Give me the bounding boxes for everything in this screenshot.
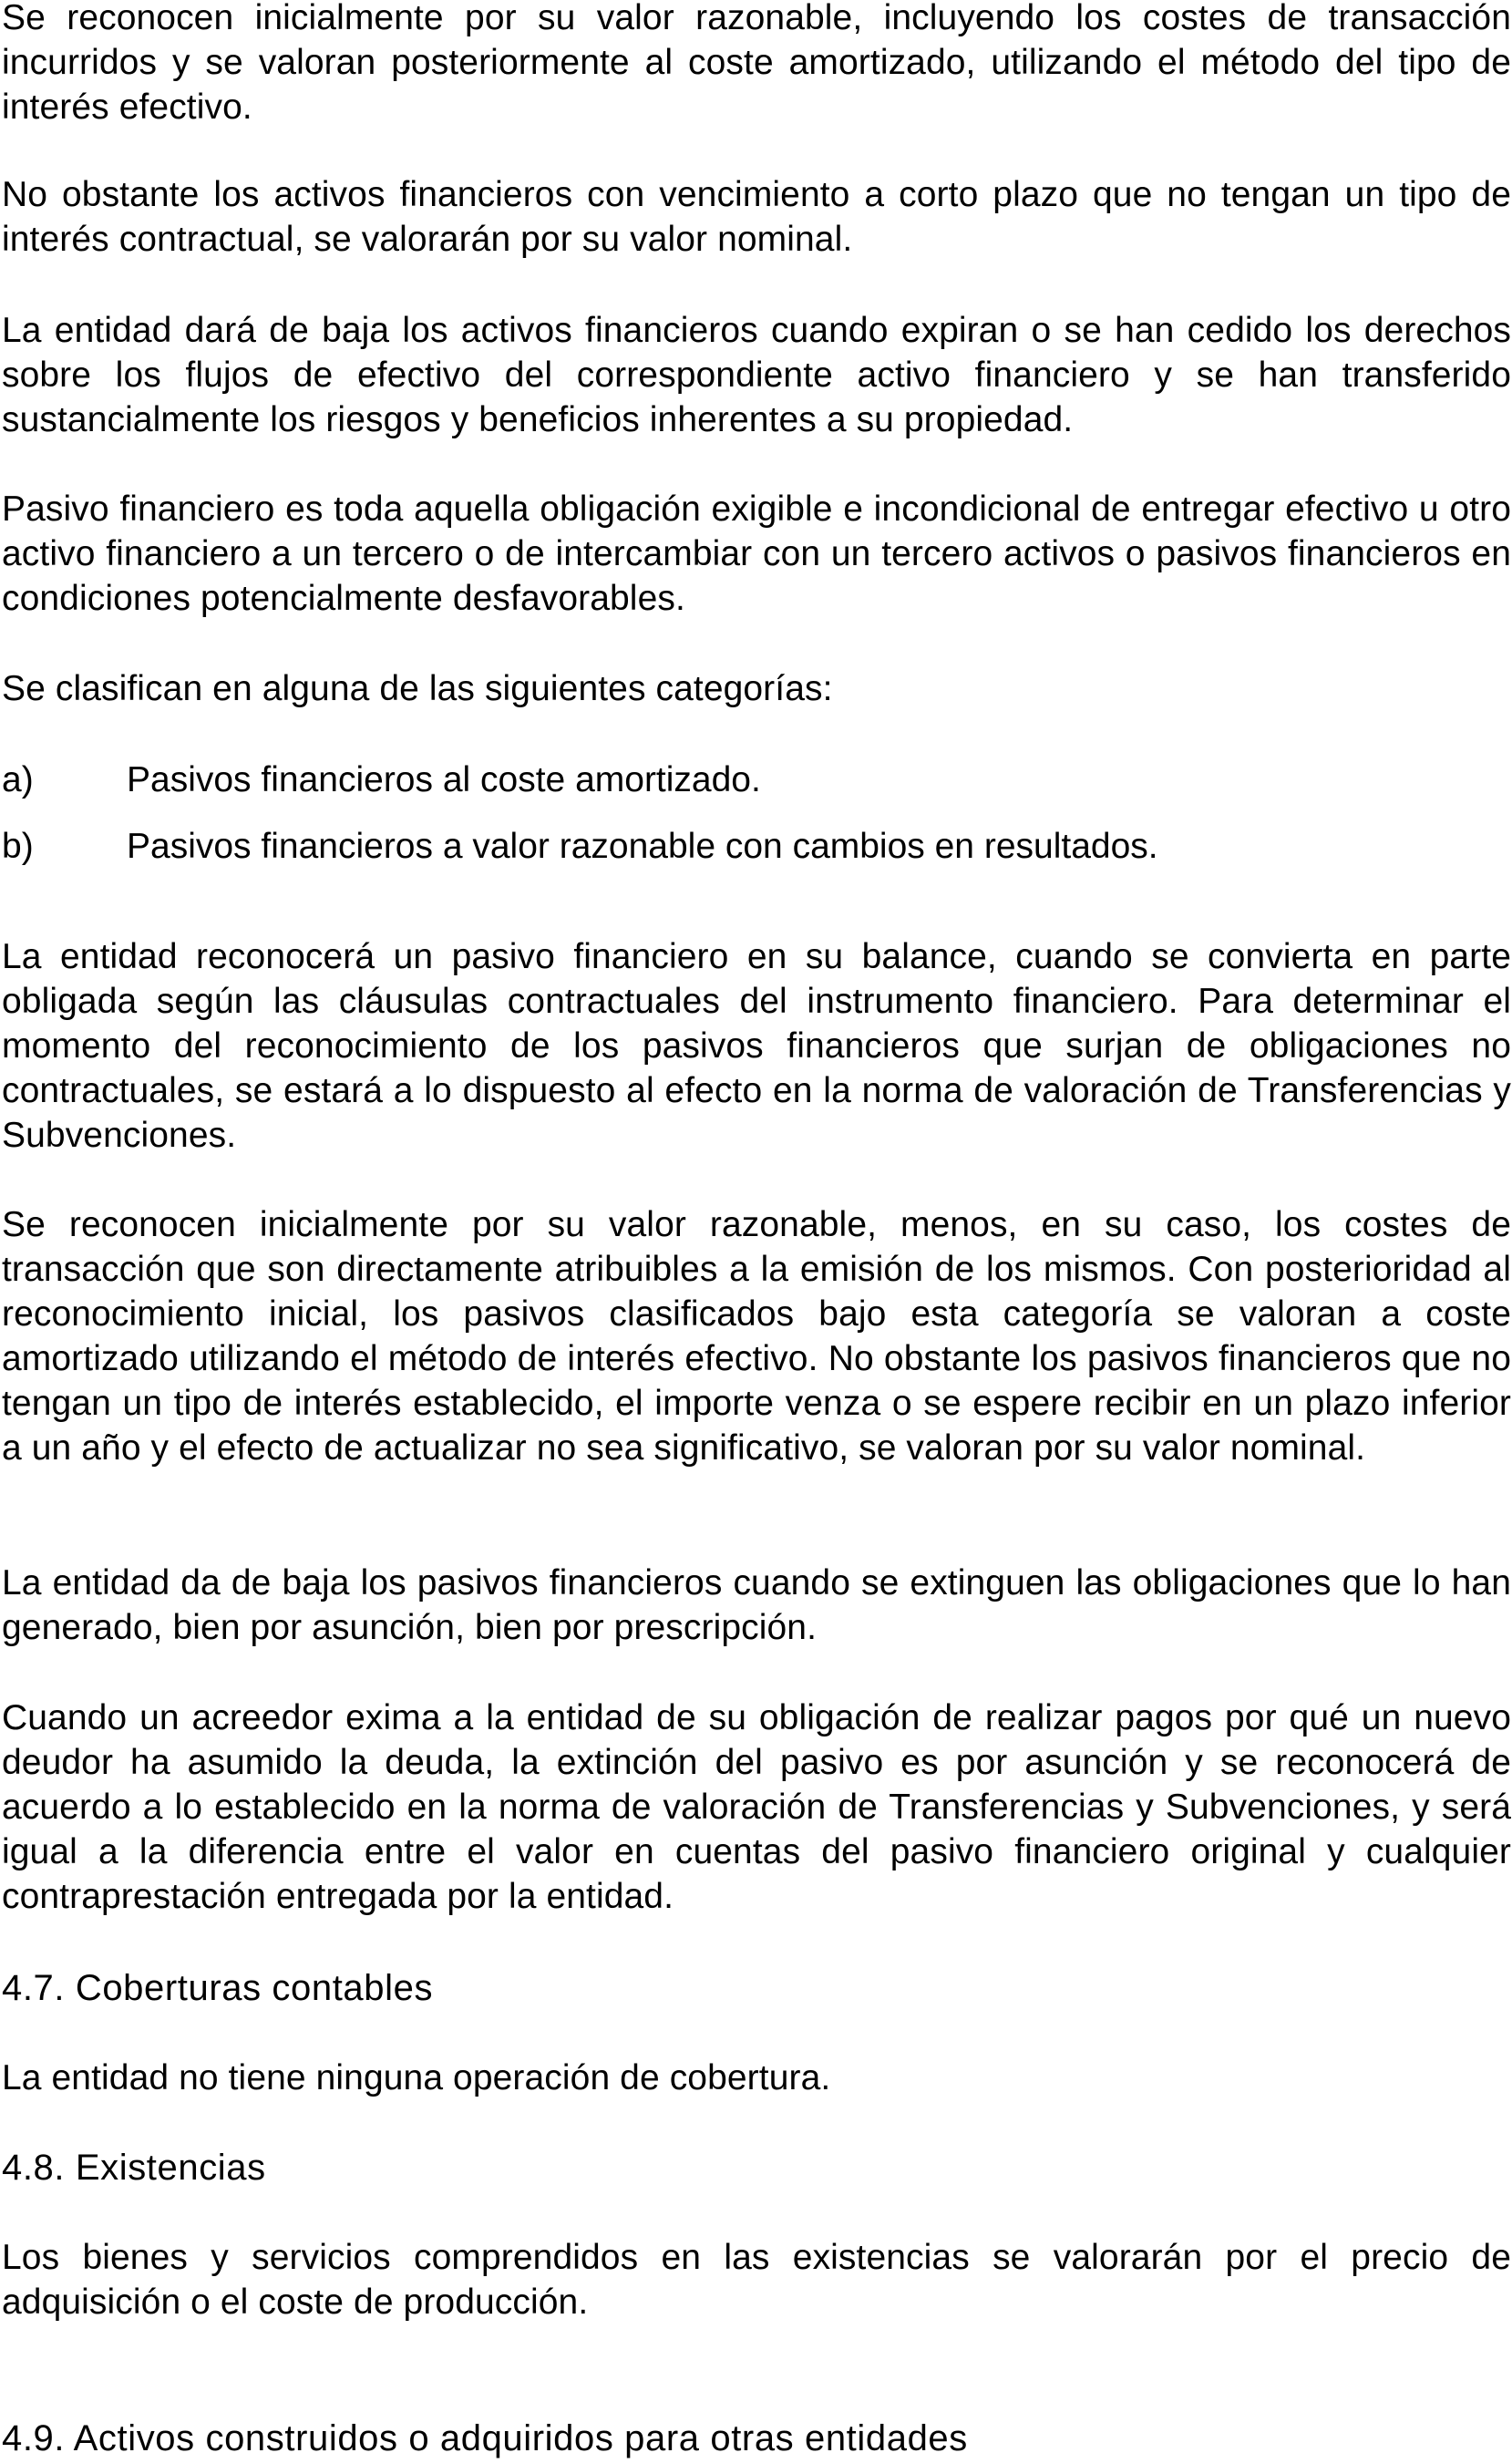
paragraph-financial-liability-definition: Pasivo financiero es toda aquella obligación exigible e incondicional de entregar efectivo u otro activo financiero a un tercero o de intercambiar con un tercero activos o pasivos financieros en condiciones potencialmente desfavorables. bbox=[2, 490, 1511, 618]
list-marker: a) bbox=[2, 760, 34, 799]
list-item-text: Pasivos financieros a valor razonable con cambios en resultados. bbox=[127, 827, 1158, 866]
paragraph-liability-recognition: La entidad reconocerá un pasivo financiero en su balance, cuando se convierta en parte obligada según las cláusulas contractuales del instrumento financiero. Para determinar el momento del reconocimiento de los pasivos financieros que surjan de obligaciones no contractuales, se estará a lo dispuesto al efecto en la norma de valoración de Transferencias y Subvenciones. bbox=[2, 937, 1511, 1155]
paragraph-liability-derecognition: La entidad da de baja los pasivos financieros cuando se extinguen las obligaciones que lo han generado, bien por asunción, bien por prescripción. bbox=[2, 1563, 1511, 1647]
list-item-a bbox=[2, 757, 1511, 802]
section-heading-4-7: 4.7. Coberturas contables bbox=[2, 1968, 434, 2008]
paragraph-creditor-release: Cuando un acreedor exima a la entidad de su obligación de realizar pagos por qué un nuevo deudor ha asumido la deuda, la extinción del pasivo es por asunción y se reconocerá de acuerdo a lo establecido en la norma de valoración de Transferencias y Subvenciones, y será igual a la diferencia entre el valor en cuentas del pasivo financiero original y cualquier contraprestación entregada por la entidad. bbox=[2, 1698, 1511, 1916]
paragraph-inventories: Los bienes y servicios comprendidos en las existencias se valorarán por el precio de adquisición o el coste de producción. bbox=[2, 2238, 1511, 2322]
list-item-text: Pasivos financieros al coste amortizado. bbox=[127, 760, 761, 799]
paragraph-no-hedging: La entidad no tiene ninguna operación de cobertura. bbox=[2, 2058, 831, 2097]
paragraph-liability-measurement: Se reconocen inicialmente por su valor razonable, menos, en su caso, los costes de transacción que son directamente atribuibles a la emisión de los mismos. Con posterioridad al reconocimiento inicial, los pasivos clasificados bajo esta categoría se valoran a coste amortizado utilizando el método de interés efectivo. No obstante los pasivos financieros que no tengan un tipo de interés establecido, el importe venza o se espere recibir en un plazo inferior a un año y el efecto de actualizar no sea significativo, se valoran por su valor nominal. bbox=[2, 1205, 1511, 1468]
paragraph-initial-recognition-assets: Se reconocen inicialmente por su valor razonable, incluyendo los costes de transacción incurridos y se valoran posteriormente al coste amortizado, utilizando el método del tipo de interés efectivo. bbox=[2, 0, 1511, 127]
paragraph-short-term-assets: No obstante los activos financieros con vencimiento a corto plazo que no tengan un tipo de interés contractual, se valorarán por su valor nominal. bbox=[2, 175, 1511, 259]
list-item-b bbox=[2, 824, 1511, 869]
section-heading-4-9: 4.9. Activos construidos o adquiridos para otras entidades bbox=[2, 2418, 968, 2458]
section-heading-4-8: 4.8. Existencias bbox=[2, 2148, 266, 2188]
paragraph-classification-intro: Se clasifican en alguna de las siguientes categorías: bbox=[2, 669, 833, 708]
paragraph-derecognition-assets: La entidad dará de baja los activos financieros cuando expiran o se han cedido los derechos sobre los flujos de efectivo del correspondiente activo financiero y se han transferido sustancialmente los riesgos y beneficios inherentes a su propiedad. bbox=[2, 311, 1511, 439]
list-marker: b) bbox=[2, 827, 34, 866]
